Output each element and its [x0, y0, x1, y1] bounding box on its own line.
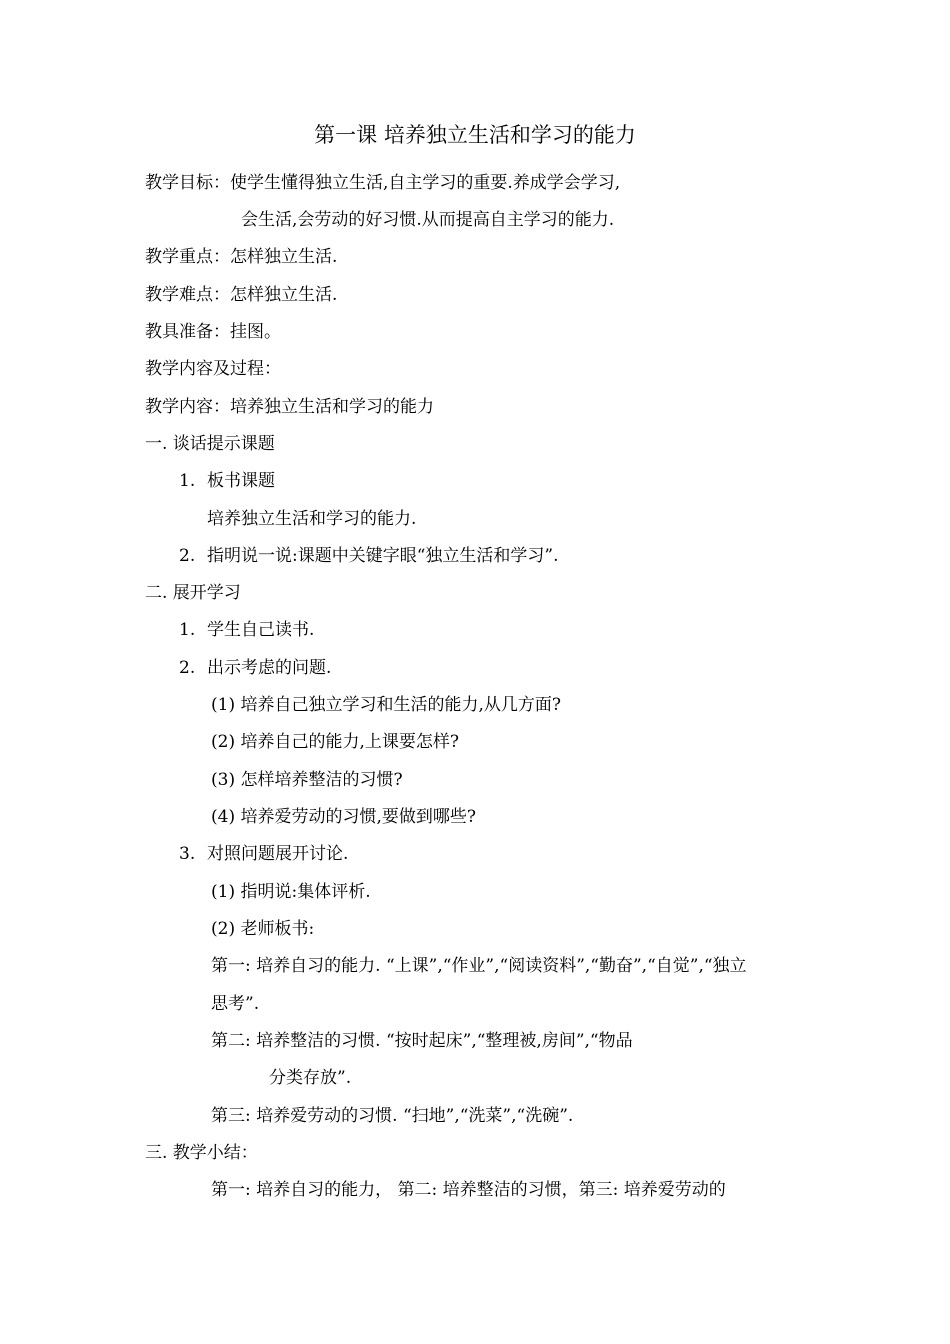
materials-line [145, 321, 281, 343]
colon: ： [213, 247, 230, 267]
materials-label: 教具准备 [145, 322, 213, 342]
board-note-3: 第三: 培养爱劳动的习惯. “扫地”,“洗菜”,“洗碗”. [211, 1106, 574, 1126]
difficulty-text: 怎样独立生活. [230, 285, 338, 305]
content-text: 培养独立生活和学习的能力 [230, 397, 434, 417]
objective-line-2: 会生活,会劳动的好习惯.从而提高自主学习的能力. [241, 210, 615, 230]
colon: ： [213, 285, 230, 305]
board-note-1-line-2: 思考”. [211, 994, 260, 1014]
section-3-heading: 三. 教学小结： [145, 1143, 258, 1163]
section-1-item-1-subtext: 培养独立生活和学习的能力. [207, 509, 417, 529]
section-1-item-1-number: 1. [179, 471, 196, 491]
section-1-heading: 一. 谈话提示课题 [145, 434, 275, 454]
board-note-2-line-1: 第二: 培养整洁的习惯. “按时起床”,“整理被,房间”,“物品 [211, 1031, 633, 1051]
section-2-item-1-text: 学生自己读书. [207, 620, 315, 640]
board-note-2-line-2: 分类存放”. [269, 1068, 352, 1088]
colon: ： [213, 322, 230, 342]
colon: ： [264, 359, 281, 379]
section-1-item-2-text: 指明说一说:课题中关键字眼“独立生活和学习”. [207, 546, 559, 566]
section-2-item-3-number: 3. [179, 844, 196, 864]
key-point-label: 教学重点 [145, 247, 213, 267]
section-1-item-2-number: 2. [179, 546, 196, 566]
discussion-1: (1) 指明说:集体评析. [211, 882, 371, 902]
section-2-heading: 二. 展开学习 [145, 583, 241, 603]
question-4: (4) 培养爱劳动的习惯,要做到哪些? [211, 807, 477, 827]
materials-text: 挂图。 [230, 322, 281, 342]
difficulty-label: 教学难点 [145, 285, 213, 305]
section-2-item-2-text: 出示考虑的问题. [207, 658, 332, 678]
question-2: (2) 培养自己的能力,上课要怎样? [211, 732, 460, 752]
summary-line: 第一: 培养自习的能力， 第二: 培养整洁的习惯，第三: 培养爱劳动的 [211, 1180, 726, 1200]
section-2-item-3-text: 对照问题展开讨论. [207, 844, 349, 864]
section-1-item-1-text: 板书课题 [207, 471, 275, 491]
process-line [145, 358, 281, 380]
content-line [145, 396, 434, 418]
board-note-1-line-1: 第一: 培养自习的能力. “上课”,“作业”,“阅读资料”,“勤奋”,“自觉”,“独立 [211, 956, 747, 976]
process-label: 教学内容及过程 [145, 359, 264, 379]
question-1: (1) 培养自己独立学习和生活的能力,从几方面? [211, 695, 562, 715]
discussion-2: (2) 老师板书: [211, 919, 315, 939]
difficulty-line [145, 284, 337, 306]
page-title: 第一课 培养独立生活和学习的能力 [314, 123, 636, 147]
colon: ： [213, 173, 230, 193]
objective-label: 教学目标 [145, 173, 213, 193]
content-label: 教学内容 [145, 397, 213, 417]
key-point-text: 怎样独立生活. [230, 247, 338, 267]
section-2-item-1-number: 1. [179, 620, 196, 640]
colon: ： [213, 397, 230, 417]
question-3: (3) 怎样培养整洁的习惯? [211, 770, 403, 790]
objective-line-1 [145, 172, 620, 194]
objective-text-1: 使学生懂得独立生活,自主学习的重要.养成学会学习, [230, 173, 621, 193]
section-2-item-2-number: 2. [179, 658, 196, 678]
key-point-line [145, 246, 337, 268]
